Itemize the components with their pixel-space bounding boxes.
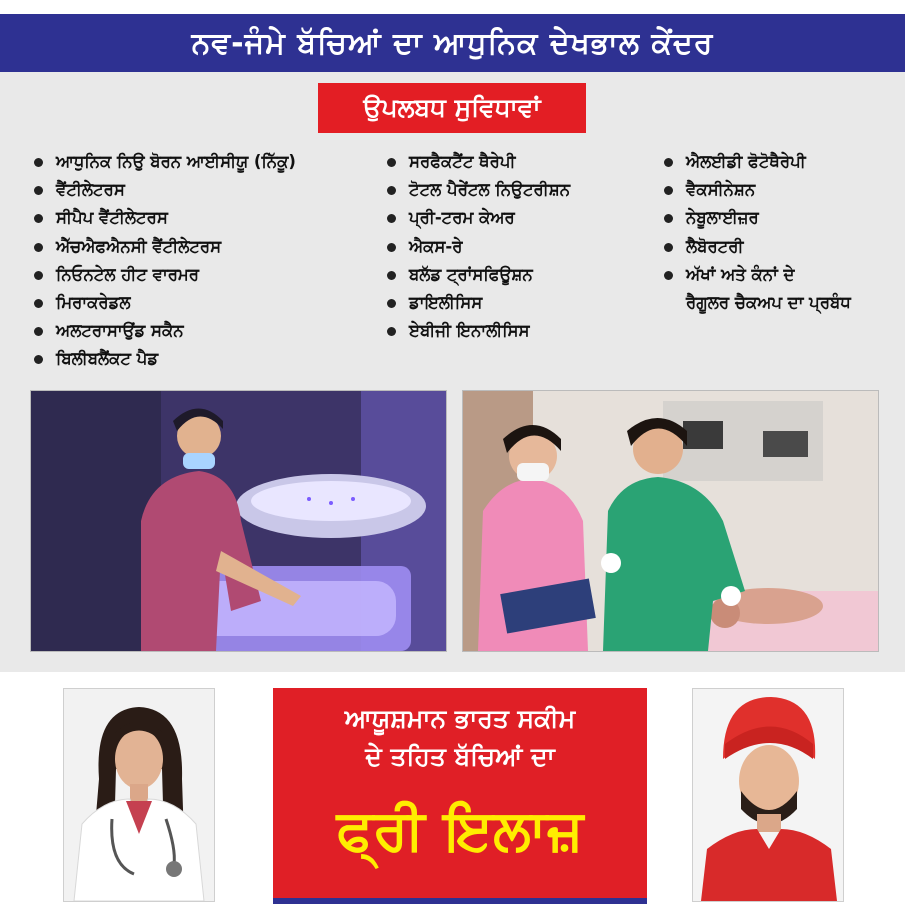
list-item: ਡਾਇਲੀਸਿਸ [383, 289, 570, 317]
promo-line-1: ਆਯੂਸ਼ਮਾਨ ਭਾਰਤ ਸਕੀਮ [344, 704, 576, 733]
list-item: ਐਲਈਡੀ ਫੋਟੋਥੈਰੇਪੀ [660, 148, 851, 176]
header-banner [0, 14, 905, 72]
ayushman-bharat-promo [273, 688, 647, 904]
facilities-column-3 [660, 148, 851, 317]
list-item: ਬਲੱਡ ਟ੍ਰਾਂਸਫਿਊਸ਼ਨ [383, 261, 570, 289]
list-item-line: ਰੈਗੂਲਰ ਚੈਕਅਪ ਦਾ ਪ੍ਰਬੰਧ [686, 293, 851, 313]
list-item: ਨਿਓਨਟੇਲ ਹੀਟ ਵਾਰਮਰ [30, 261, 296, 289]
list-item: ਐਕਸ-ਰੇ [383, 233, 570, 261]
list-item: ਵੈਂਟੀਲੇਟਰਸ [30, 176, 296, 204]
list-item: ਮਿਰਾਕਰੇਡਲ [30, 289, 296, 317]
list-item-line: ਅੱਖਾਂ ਅਤੇ ਕੰਨਾਂ ਦੇ [686, 264, 795, 284]
promo-headline: ਫ੍ਰੀ ਇਲਾਜ਼ [336, 798, 584, 863]
list-item: ਆਧੁਨਿਕ ਨਿਉ ਬੋਰਨ ਆਈਸੀਯੂ (ਨਿੱਕੂ) [30, 148, 296, 176]
list-item: ਵੈਕਸੀਨੇਸ਼ਨ [660, 176, 851, 204]
promo-bottom-bar [273, 898, 647, 904]
list-item: ਪ੍ਰੀ-ਟਰਮ ਕੇਅਰ [383, 204, 570, 232]
header-title: ਨਵ-ਜੰਮੇ ਬੱਚਿਆਂ ਦਾ ਆਧੁਨਿਕ ਦੇਖਭਾਲ ਕੇਂਦਰ [191, 25, 714, 61]
doctors-newborn-photo [462, 390, 879, 652]
list-item: ਬਿਲੀਬਲੈਂਕਟ ਪੈਡ [30, 345, 296, 373]
list-item: ਸਰਫੈਕਟੈਂਟ ਥੈਰੇਪੀ [383, 148, 570, 176]
female-doctor-illustration [64, 689, 214, 901]
male-doctor-illustration [693, 689, 843, 901]
list-item: ਐੱਚਐਫਐਨਸੀ ਵੈਂਟੀਲੇਟਰਸ [30, 233, 296, 261]
list-item: ਟੋਟਲ ਪੈਰੇਂਟਲ ਨਿਉਟਰੀਸ਼ਨ [383, 176, 570, 204]
facilities-title: ਉਪਲਬਧ ਸੁਵਿਧਾਵਾਂ [318, 83, 586, 133]
top-cropped-strip [0, 0, 905, 14]
list-item: ਸੀਪੈਪ ਵੈਂਟੀਲੇਟਰਸ [30, 204, 296, 232]
facilities-column-2 [383, 148, 570, 345]
facilities-column-1 [30, 148, 296, 374]
list-item-checkup [660, 261, 851, 317]
male-doctor-portrait [692, 688, 844, 902]
list-item: ਏਬੀਜੀ ਇਨਾਲੀਸਿਸ [383, 317, 570, 345]
list-item: ਲੈਬੋਰਟਰੀ [660, 233, 851, 261]
nicu-phototherapy-photo [30, 390, 447, 652]
list-item: ਅਲਟਰਾਸਾਉਂਡ ਸਕੈਨ [30, 317, 296, 345]
female-doctor-portrait [63, 688, 215, 902]
doctors-photo-illustration [463, 391, 878, 651]
nicu-photo-illustration [31, 391, 446, 651]
list-item: ਨੇਬੂਲਾਈਜ਼ਰ [660, 204, 851, 232]
promo-line-2: ਦੇ ਤਹਿਤ ਬੱਚਿਆਂ ਦਾ [365, 742, 555, 771]
